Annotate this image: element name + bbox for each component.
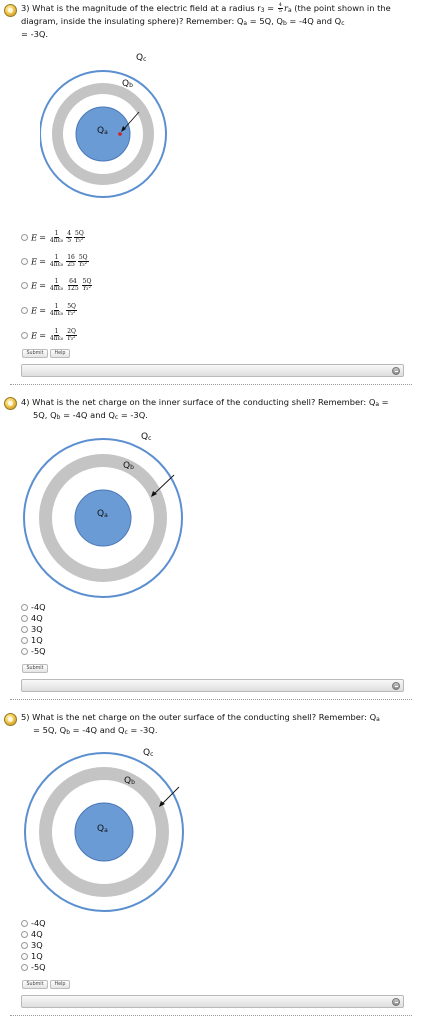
label-qb: $Q_b$ xyxy=(123,461,134,471)
label-qb: $Q_b$ xyxy=(124,776,135,786)
q5-option-4[interactable]: 1Q xyxy=(21,951,43,962)
label-qa: $Q_a$ xyxy=(97,509,108,519)
submit-button[interactable]: Submit xyxy=(22,664,48,673)
q5-option-2[interactable]: 4Q xyxy=(21,929,43,940)
label-qa: $Q_a$ xyxy=(97,126,108,136)
label-qc: $Q_c$ xyxy=(136,53,147,63)
question-divider xyxy=(10,699,412,700)
q3-option-1[interactable]: E = $\frac{1}{\text{4πε₀}}$ $\frac{4}{5}$ $\frac{5Q}{\text{r₃²}}$ xyxy=(21,232,86,243)
hint-bar[interactable] xyxy=(21,364,404,377)
radio-button[interactable] xyxy=(21,637,28,644)
minus-circle-icon[interactable] xyxy=(392,998,400,1006)
radio-button[interactable] xyxy=(21,258,28,265)
q3-option-5[interactable]: E = $\frac{1}{\text{4πε₀}}$ $\frac{2Q}{\text{r₃²}}$ xyxy=(21,330,78,341)
hint-bar[interactable] xyxy=(21,679,404,692)
label-qc: $Q_c$ xyxy=(141,432,152,442)
hint-bar[interactable] xyxy=(21,995,404,1008)
radio-button[interactable] xyxy=(21,615,28,622)
radio-button[interactable] xyxy=(21,604,28,611)
radio-button[interactable] xyxy=(21,931,28,938)
question-4-diagram xyxy=(22,438,192,608)
radio-button[interactable] xyxy=(21,648,28,655)
question-status-icon xyxy=(4,713,17,726)
question-3-diagram xyxy=(40,52,180,222)
q4-option-3[interactable]: 3Q xyxy=(21,624,43,635)
question-divider xyxy=(10,1015,412,1016)
radio-button[interactable] xyxy=(21,953,28,960)
radio-button[interactable] xyxy=(21,920,28,927)
question-status-icon xyxy=(4,397,17,410)
q5-option-3[interactable]: 3Q xyxy=(21,940,43,951)
q4-option-1[interactable]: -4Q xyxy=(21,602,46,613)
radio-button[interactable] xyxy=(21,234,28,241)
field-point xyxy=(118,132,122,136)
label-qc: $Q_c$ xyxy=(143,748,154,758)
q5-option-1[interactable]: -4Q xyxy=(21,918,46,929)
q3-option-4[interactable]: E = $\frac{1}{\text{4πε₀}}$ $\frac{5Q}{\text{r₃²}}$ xyxy=(21,305,78,316)
radio-button[interactable] xyxy=(21,964,28,971)
q3-option-2[interactable]: E = $\frac{1}{\text{4πε₀}}$ $\frac{16}{25}$ $\frac{5Q}{\text{r₃²}}$ xyxy=(21,256,90,267)
question-divider xyxy=(10,384,412,385)
radio-button[interactable] xyxy=(21,626,28,633)
radio-button[interactable] xyxy=(21,282,28,289)
question-4-text: 4) What is the net charge on the inner surface of the conducting shell? Remember: $Q_a$ = 5Q, $Q_b = -4Q$ and $Q_c = -3Q$. xyxy=(21,397,389,421)
question-5-diagram xyxy=(22,750,194,922)
q4-option-5[interactable]: -5Q xyxy=(21,646,46,657)
radio-button[interactable] xyxy=(21,942,28,949)
label-qb: $Q_b$ xyxy=(122,79,133,89)
question-3-text: 3) What is the magnitude of the electric field at a radius $r_3$ = $\frac{4}{5}$ $r_a$ (the point shown in the diagram, inside the insulating sphere)? Remember: $Q_a = 5Q$, $Q_b = -4Q$ and $Q_c$ = -3Q. xyxy=(21,2,391,39)
submit-button[interactable]: Submit xyxy=(22,980,48,989)
q3-option-3[interactable]: E = $\frac{1}{\text{4πε₀}}$ $\frac{64}{125}$ $\frac{5Q}{\text{r₃²}}$ xyxy=(21,280,93,291)
radio-button[interactable] xyxy=(21,332,28,339)
minus-circle-icon[interactable] xyxy=(392,682,400,690)
q4-option-2[interactable]: 4Q xyxy=(21,613,43,624)
q5-option-5[interactable]: -5Q xyxy=(21,962,46,973)
radio-button[interactable] xyxy=(21,307,28,314)
question-5-text: 5) What is the net charge on the outer surface of the conducting shell? Remember: $Q_a$ = 5Q, $Q_b = -4Q$ and $Q_c = -3Q$. xyxy=(21,712,380,736)
question-status-icon xyxy=(4,4,17,17)
help-button[interactable]: Help xyxy=(50,980,70,989)
submit-button[interactable]: Submit xyxy=(22,349,48,358)
label-qa: $Q_a$ xyxy=(97,824,108,834)
help-button[interactable]: Help xyxy=(50,349,70,358)
q4-option-4[interactable]: 1Q xyxy=(21,635,43,646)
minus-circle-icon[interactable] xyxy=(392,367,400,375)
